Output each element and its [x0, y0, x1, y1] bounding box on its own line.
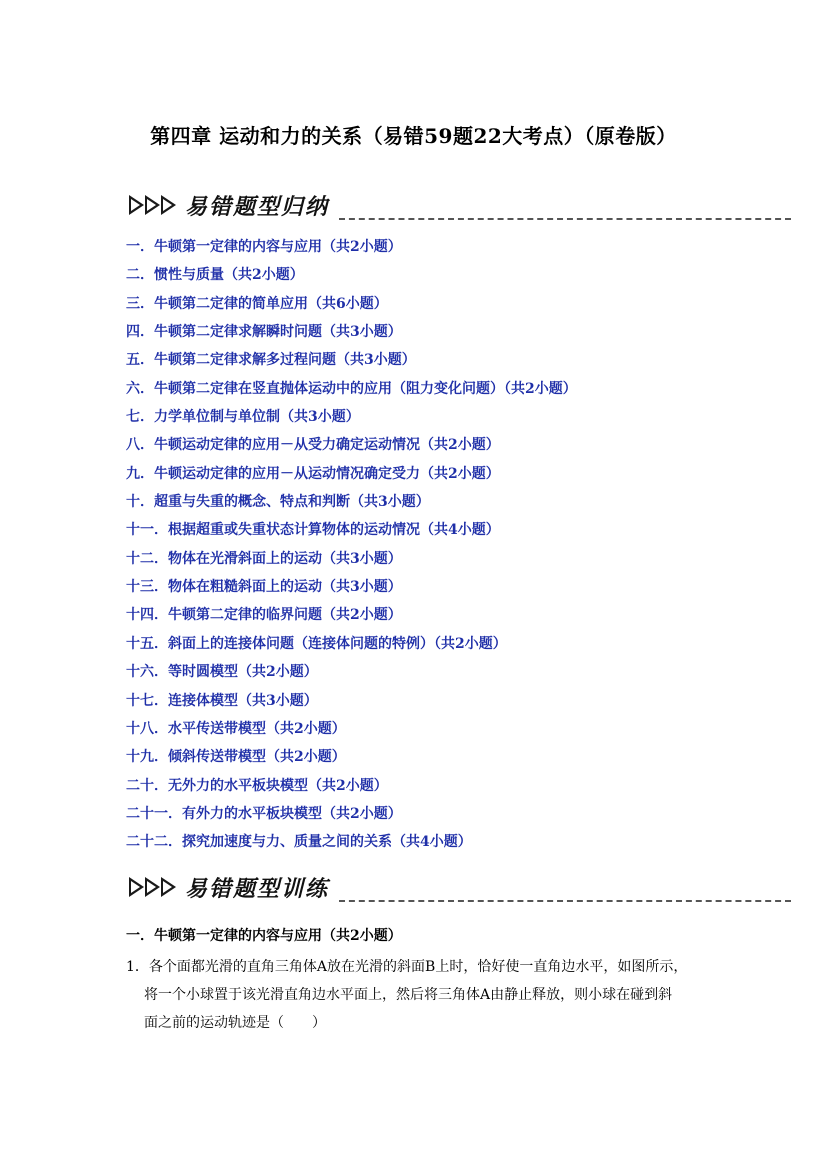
- topic-item: 六．牛顿第二定律在竖直抛体运动中的应用（阻力变化问题）（共2小题）: [126, 380, 577, 397]
- page-title: 第四章 运动和力的关系（易错59题22大考点）（原卷版）: [150, 124, 677, 148]
- question-text-line1: 各个面都光滑的直角三角体A放在光滑的斜面B上时，恰好使一直角边水平，如图所示，: [148, 959, 688, 975]
- topic-item: 三．牛顿第二定律的简单应用（共6小题）: [126, 295, 388, 312]
- topic-item: 十五．斜面上的连接体问题（连接体问题的特例）（共2小题）: [126, 635, 507, 652]
- topic-item: 十．超重与失重的概念、特点和判断（共3小题）: [126, 494, 430, 511]
- topic-item: 八．牛顿运动定律的应用－从受力确定运动情况（共2小题）: [126, 437, 500, 454]
- topic-item: 十八．水平传送带模型（共2小题）: [126, 720, 346, 737]
- dashed-divider: [339, 218, 791, 220]
- section-banner-summary: [127, 188, 791, 222]
- topic-item: 十四．牛顿第二定律的临界问题（共2小题）: [126, 607, 402, 624]
- question-number: 1．: [126, 959, 149, 975]
- question-text-line3: 面之前的运动轨迹是（ ）: [144, 1015, 326, 1031]
- topic-item: 二十．无外力的水平板块模型（共2小题）: [126, 777, 388, 794]
- topic-item: 十三．物体在粗糙斜面上的运动（共3小题）: [126, 579, 402, 596]
- topic-item: 十九．倾斜传送带模型（共2小题）: [126, 749, 346, 766]
- question-text-line2: 将一个小球置于该光滑直角边水平面上，然后将三角体A由静止释放，则小球在碰到斜: [144, 987, 673, 1003]
- topic-item: 十六．等时圆模型（共2小题）: [126, 664, 318, 681]
- question-1: [126, 953, 726, 1037]
- section-banner-practice: [127, 870, 791, 904]
- topic-item: 一．牛顿第一定律的内容与应用（共2小题）: [126, 239, 402, 255]
- topic-list: [126, 237, 577, 861]
- banner-label: [127, 870, 339, 904]
- topic-item: 四．牛顿第二定律求解瞬时问题（共3小题）: [126, 324, 402, 341]
- topic-item: 二．惯性与质量（共2小题）: [126, 267, 304, 284]
- banner-summary-text: 易错题型归纳: [185, 193, 330, 220]
- topic-item: 十一．根据超重或失重状态计算物体的运动情况（共4小题）: [126, 522, 500, 539]
- question-line: [126, 953, 726, 981]
- topic-item: 九．牛顿运动定律的应用－从运动情况确定受力（共2小题）: [126, 465, 500, 482]
- triple-arrow-icon: [129, 195, 177, 215]
- topic-item: 十七．连接体模型（共3小题）: [126, 692, 318, 709]
- dashed-divider: [339, 900, 791, 902]
- banner-practice-text: 易错题型训练: [185, 875, 330, 902]
- topic-item: 五．牛顿第二定律求解多过程问题（共3小题）: [126, 352, 416, 369]
- banner-label: [127, 188, 339, 222]
- triple-arrow-icon: [129, 877, 177, 897]
- practice-section-heading: 一．牛顿第一定律的内容与应用（共2小题）: [126, 928, 402, 944]
- topic-item: 七．力学单位制与单位制（共3小题）: [126, 409, 360, 426]
- topic-item: 二十一．有外力的水平板块模型（共2小题）: [126, 805, 402, 822]
- topic-item: 十二．物体在光滑斜面上的运动（共3小题）: [126, 550, 402, 567]
- topic-item: 二十二．探究加速度与力、质量之间的关系（共4小题）: [126, 834, 472, 851]
